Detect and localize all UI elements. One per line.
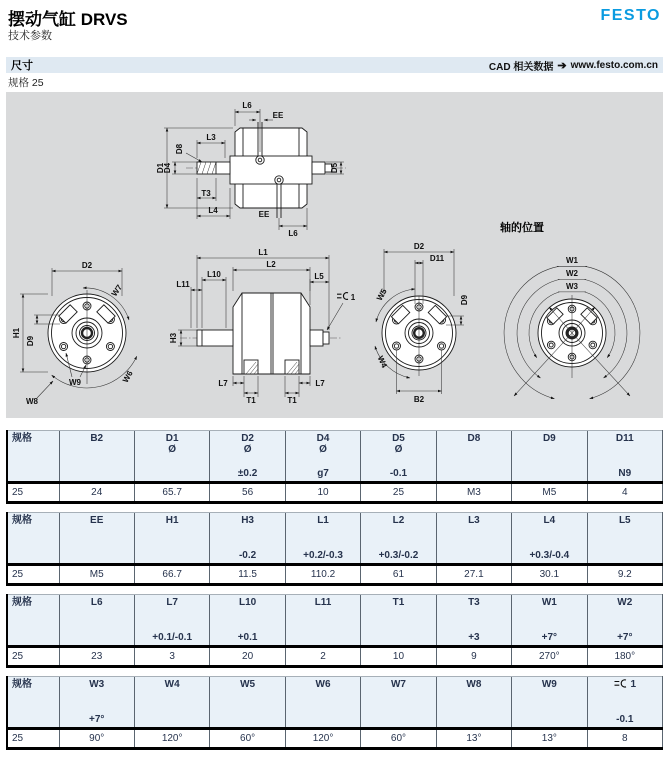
- col-header: L5: [587, 513, 662, 565]
- page-title: 摆动气缸 DRVS: [8, 10, 128, 29]
- col-header: T3 +3: [436, 595, 511, 647]
- value-cell: 9.2: [587, 565, 662, 585]
- col-header: L3: [436, 513, 511, 565]
- header-row: [7, 513, 663, 565]
- shaft-position-view: [504, 256, 640, 399]
- col-header: D2 Ø ±0.2: [210, 431, 285, 483]
- dim-label: L11: [176, 280, 190, 289]
- wrench-flats-icon: [337, 293, 348, 300]
- value-cell: 270°: [512, 647, 587, 667]
- col-header-size: 规格: [7, 677, 59, 729]
- festo-logo: FESTO: [600, 7, 661, 24]
- value-cell: 60°: [361, 729, 436, 749]
- festo-url-link[interactable]: www.festo.com.cn: [570, 59, 658, 71]
- col-header: L6: [59, 595, 134, 647]
- dim-label: L4: [208, 206, 218, 215]
- value-cell: 3: [134, 647, 209, 667]
- dim-label: D5: [330, 162, 339, 174]
- col-header: D9: [512, 431, 587, 483]
- dim-label: L10: [207, 270, 221, 279]
- value-cell: 61: [361, 565, 436, 585]
- dim-label: T3: [201, 189, 211, 198]
- front-view-left: [12, 261, 137, 406]
- col-header: L1 +0.2/-0.3: [285, 513, 360, 565]
- dim-label: H3: [169, 332, 178, 344]
- dim-label: D9: [460, 294, 469, 306]
- dim-label: W6: [120, 369, 135, 385]
- shaft-position-title: 轴的位置: [500, 222, 544, 234]
- section-bar: [6, 57, 663, 73]
- value-cell: 11.5: [210, 565, 285, 585]
- col-header: H1: [134, 513, 209, 565]
- dim-label: W3: [566, 282, 578, 291]
- col-header: H3 -0.2: [210, 513, 285, 565]
- dim-label: T1: [246, 396, 256, 405]
- col-header: W8: [436, 677, 511, 729]
- dim-label: D9: [26, 335, 35, 347]
- dim-label: L7: [218, 379, 228, 388]
- dim-label: L5: [314, 272, 324, 281]
- page-subtitle: 技术参数: [8, 30, 52, 42]
- value-cell: 2: [285, 647, 360, 667]
- value-cell: 20: [210, 647, 285, 667]
- col-header: W2 +7°: [587, 595, 662, 647]
- arrow-right-icon: ➔: [557, 59, 567, 72]
- cad-link-row: [489, 58, 658, 73]
- col-header: B2: [59, 431, 134, 483]
- dimension-drawings: [6, 92, 663, 418]
- value-cell: 23: [59, 647, 134, 667]
- dim-label: D2: [81, 261, 93, 270]
- value-cell: 10: [285, 483, 360, 503]
- dim-label: D1: [156, 162, 165, 174]
- spec-table-1: [6, 430, 663, 504]
- value-cell: 30.1: [512, 565, 587, 585]
- dim-label: L1: [258, 248, 268, 257]
- col-header-wrench: 1 -0.1: [587, 677, 662, 729]
- col-header-size: 规格: [7, 595, 59, 647]
- dim-label: W4: [375, 354, 389, 370]
- dim-label: W8: [26, 397, 38, 406]
- col-header: L10 +0.1: [210, 595, 285, 647]
- col-header: W9: [512, 677, 587, 729]
- size-variant-label: 规格 25: [8, 77, 44, 89]
- value-cell: 25: [361, 483, 436, 503]
- value-cell: 8: [587, 729, 662, 749]
- col-header: W7: [361, 677, 436, 729]
- table-row: [7, 565, 663, 585]
- value-cell: 13°: [512, 729, 587, 749]
- dim-label: L6: [242, 101, 252, 110]
- value-cell: 65.7: [134, 483, 209, 503]
- value-cell-highlighted: M5: [59, 565, 134, 585]
- value-cell: 90°: [59, 729, 134, 749]
- col-header: W6: [285, 677, 360, 729]
- value-cell: M3: [436, 483, 511, 503]
- dim-label: D8: [175, 143, 184, 155]
- section-title: 尺寸: [11, 60, 33, 72]
- dim-label: B2: [413, 395, 425, 404]
- col-header: D4 Ø g7: [285, 431, 360, 483]
- size-cell: 25: [7, 483, 59, 503]
- dim-label: EE: [258, 210, 270, 219]
- value-cell: 120°: [285, 729, 360, 749]
- col-header: W3 +7°: [59, 677, 134, 729]
- col-header: L7 +0.1/-0.1: [134, 595, 209, 647]
- col-header: D11 N9: [587, 431, 662, 483]
- value-cell: 10: [361, 647, 436, 667]
- value-cell: 110.2: [285, 565, 360, 585]
- top-side-view: [156, 101, 346, 238]
- table-row: [7, 729, 663, 749]
- col-header: L2 +0.3/-0.2: [361, 513, 436, 565]
- col-header: L11: [285, 595, 360, 647]
- col-header: EE: [59, 513, 134, 565]
- size-cell: 25: [7, 565, 59, 585]
- spec-table-2: [6, 512, 663, 586]
- dim-label: H1: [12, 327, 21, 339]
- col-header-size: 规格: [7, 513, 59, 565]
- col-header: L4 +0.3/-0.4: [512, 513, 587, 565]
- wrench-flats-icon: [614, 679, 628, 688]
- dim-label: W9: [69, 378, 81, 387]
- side-view-bottom: [169, 248, 356, 405]
- value-cell: 24: [59, 483, 134, 503]
- size-cell: 25: [7, 647, 59, 667]
- value-cell: M5: [512, 483, 587, 503]
- header-row: [7, 431, 663, 483]
- dim-label: W1: [566, 256, 578, 265]
- spec-table-3: [6, 594, 663, 668]
- dim-label: W7: [109, 283, 125, 299]
- table-row: [7, 647, 663, 667]
- value-cell: 120°: [134, 729, 209, 749]
- value-cell: 9: [436, 647, 511, 667]
- value-cell: 180°: [587, 647, 662, 667]
- dim-label: L6: [288, 229, 298, 238]
- col-header: T1: [361, 595, 436, 647]
- dimension-drawings-panel: [6, 92, 663, 418]
- dim-label: L2: [266, 260, 276, 269]
- value-cell: 27.1: [436, 565, 511, 585]
- dim-label: L7: [315, 379, 325, 388]
- dim-label: W2: [566, 269, 578, 278]
- dim-label: D11: [429, 254, 445, 263]
- header-row: [7, 595, 663, 647]
- front-view-right: [375, 242, 469, 404]
- dim-label: W5: [374, 287, 389, 303]
- table-row: [7, 483, 663, 503]
- col-header-size: 规格: [7, 431, 59, 483]
- col-header: D8: [436, 431, 511, 483]
- col-header: D1 Ø: [134, 431, 209, 483]
- value-cell: 4: [587, 483, 662, 503]
- dim-label: D4: [163, 162, 172, 174]
- size-cell: 25: [7, 729, 59, 749]
- col-header: D5 Ø -0.1: [361, 431, 436, 483]
- cad-label: CAD 相关数据: [488, 61, 554, 73]
- value-cell: 60°: [210, 729, 285, 749]
- value-cell: 66.7: [134, 565, 209, 585]
- dim-label: 1: [350, 293, 356, 302]
- dim-label: D2: [413, 242, 425, 251]
- col-header: W4: [134, 677, 209, 729]
- value-cell: 13°: [436, 729, 511, 749]
- col-header: W1 +7°: [512, 595, 587, 647]
- header-row: [7, 677, 663, 729]
- dim-label: EE: [272, 111, 284, 120]
- dim-label: L3: [206, 133, 216, 142]
- value-cell: 56: [210, 483, 285, 503]
- dimension-tables: [6, 430, 663, 758]
- spec-table-4: [6, 676, 663, 750]
- col-header: W5: [210, 677, 285, 729]
- dim-label: T1: [287, 396, 297, 405]
